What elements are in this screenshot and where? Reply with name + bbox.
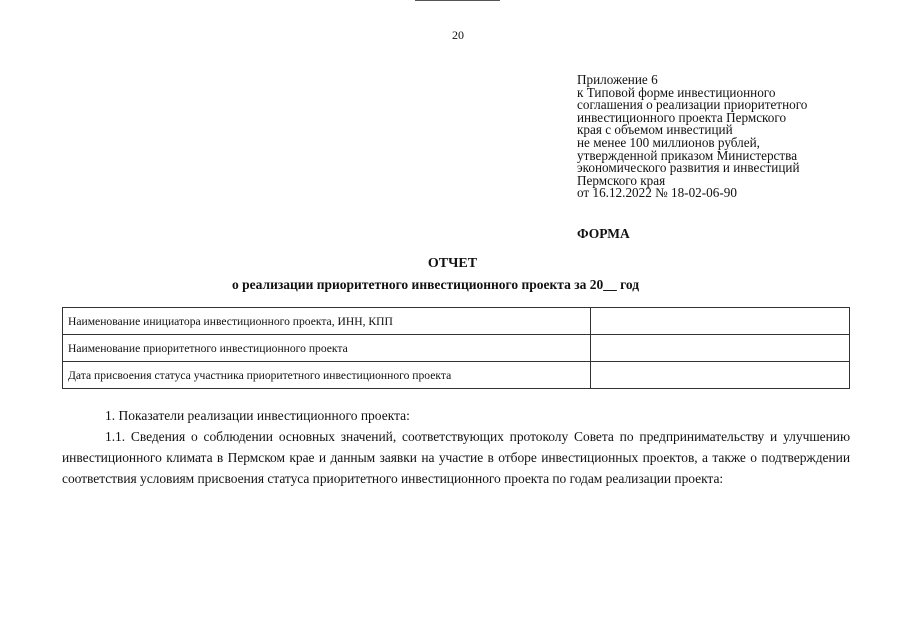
appendix-line: соглашения о реализации приоритетного — [577, 97, 808, 113]
appendix-line: не менее 100 миллионов рублей, — [577, 134, 760, 150]
appendix-line: края с объемом инвестиций — [577, 122, 733, 138]
table-row — [63, 362, 850, 389]
appendix-line: Приложение 6 — [577, 72, 658, 87]
table-label-cell: Наименование инициатора инвестиционного проекта, ИНН, КПП — [63, 308, 591, 335]
section-1-1-paragraph: 1.1. Сведения о соблюдении основных значений, соответствующих протоколу Совета по предпринимательству и улучшению инвестиционного климата в Пермском крае и данным заявки на участие в отборе инвестиционных проектов, а также о подтверждении соответствия условиям присвоения статуса приоритетного инвестиционного проекта по годам реализации проекта: — [62, 429, 850, 486]
appendix-line: от 16.12.2022 № 18-02-06-90 — [577, 185, 737, 201]
appendix-line: инвестиционного проекта Пермского — [577, 109, 787, 125]
appendix-line: утвержденной приказом Министерства — [577, 147, 798, 163]
table-value-cell[interactable] — [590, 308, 849, 335]
project-info-table — [62, 307, 850, 389]
table-row — [63, 335, 850, 362]
appendix-block — [577, 74, 877, 200]
page-number: 20 — [452, 28, 464, 42]
table-value-cell[interactable] — [590, 362, 849, 389]
report-title: ОТЧЕТ — [427, 256, 478, 271]
table-label-cell: Дата присвоения статуса участника приоритетного инвестиционного проекта — [63, 362, 591, 389]
top-rule — [415, 0, 500, 1]
table-label-cell: Наименование приоритетного инвестиционного проекта — [63, 335, 591, 362]
report-subtitle: о реализации приоритетного инвестиционного проекта за 20__ год — [232, 277, 640, 292]
table-value-cell[interactable] — [590, 335, 849, 362]
section-1-heading: 1. Показатели реализации инвестиционного проекта: — [105, 408, 410, 423]
appendix-line: к Типовой форме инвестиционного — [577, 84, 776, 100]
appendix-line: экономического развития и инвестиций — [577, 160, 800, 176]
form-label: ФОРМА — [577, 226, 630, 241]
table-row — [63, 308, 850, 335]
appendix-line: Пермского края — [577, 172, 666, 188]
